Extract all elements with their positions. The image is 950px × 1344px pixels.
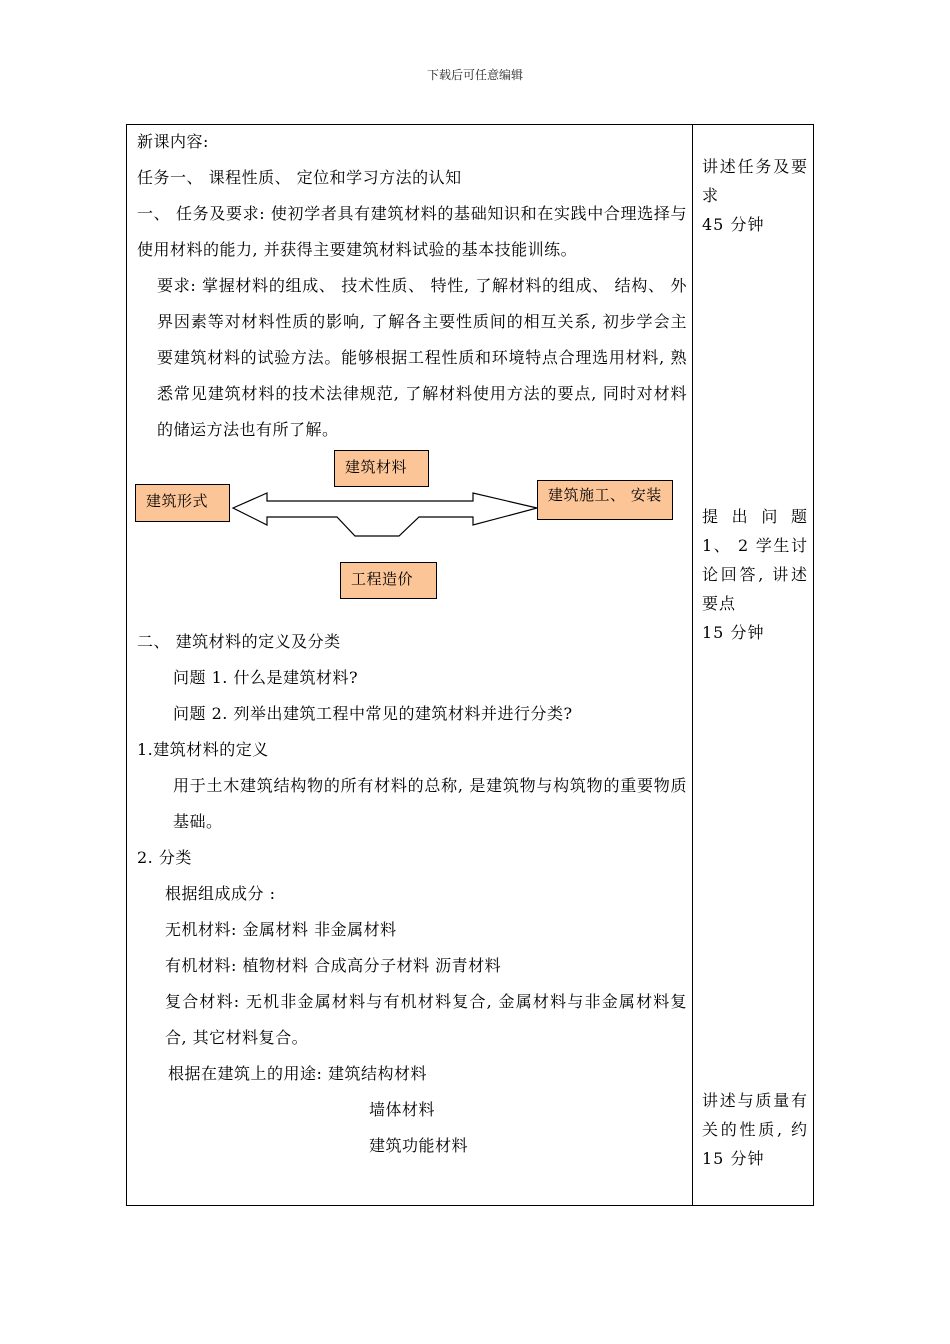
side-note-questions-text: 1、 2 学生讨论回答, 讲述要点 — [702, 536, 808, 613]
lesson-content — [137, 124, 687, 1164]
task-requirement: 一、 任务及要求: 使初学者具有建筑材料的基础知识和在实践中合理选择与使用材料的能力, 并获得主要建筑材料试验的基本技能训练。 — [137, 204, 687, 259]
box-building-form: 建筑形式 — [135, 484, 230, 522]
column-divider — [692, 124, 693, 1206]
question-two: 问题 2. 列举出建筑工程中常见的建筑材料并进行分类? — [173, 704, 573, 723]
composite-materials: 复合材料: 无机非金属材料与有机材料复合, 金属材料与非金属材料复合, 其它材料复合。 — [165, 992, 687, 1047]
definition-text: 用于土木建筑结构物的所有材料的总称, 是建筑物与构筑物的重要物质基础。 — [173, 776, 687, 831]
side-note-questions-title: 提 出 问 题 — [702, 507, 808, 526]
requirements-paragraph: 要求: 掌握材料的组成、 技术性质、 特性, 了解材料的组成、 结构、 外界因素等对材料性质的影响, 了解各主要性质间的相互关系, 初步学会主要建筑材料的试验方法。能够根据工程性质和环境特点合理选用材料, 熟悉常见建筑材料的技术法律规范, 了解材料使用方法的要点, 同时对材料的储运方法也有所了解。 — [157, 276, 687, 439]
classification-heading: 2. 分类 — [137, 848, 192, 867]
question-one: 问题 1. 什么是建筑材料? — [173, 668, 359, 687]
side-note-task — [702, 152, 808, 239]
side-note-questions-time: 15 分钟 — [702, 623, 765, 642]
box-construction-install: 建筑施工、 安装 — [537, 480, 673, 520]
page-header-note: 下载后可任意编辑 — [426, 68, 523, 82]
definition-heading: 1.建筑材料的定义 — [137, 740, 269, 759]
side-note-questions — [702, 502, 808, 647]
side-note-properties — [702, 1086, 808, 1173]
side-note-task-time: 45 分钟 — [702, 215, 765, 234]
box-project-cost: 工程造价 — [340, 562, 437, 599]
side-note-properties-text: 讲述与质量有关的性质, 约 15 分钟 — [702, 1091, 808, 1168]
by-composition: 根据组成成分 : — [165, 884, 276, 903]
inorganic-materials: 无机材料: 金属材料 非金属材料 — [165, 920, 397, 939]
new-lesson-heading: 新课内容: — [137, 132, 209, 151]
by-usage: 根据在建筑上的用途: 建筑结构材料 — [168, 1064, 427, 1083]
box-building-materials: 建筑材料 — [334, 450, 429, 487]
wall-materials: 墙体材料 — [369, 1100, 436, 1119]
materials-diagram — [137, 448, 687, 624]
task-one-title: 任务一、 课程性质、 定位和学习方法的认知 — [137, 168, 462, 187]
functional-materials: 建筑功能材料 — [369, 1136, 469, 1155]
section-two-title: 二、 建筑材料的定义及分类 — [137, 632, 341, 651]
organic-materials: 有机材料: 植物材料 合成高分子材料 沥青材料 — [165, 956, 502, 975]
side-note-task-text: 讲述任务及要求 — [702, 157, 808, 205]
